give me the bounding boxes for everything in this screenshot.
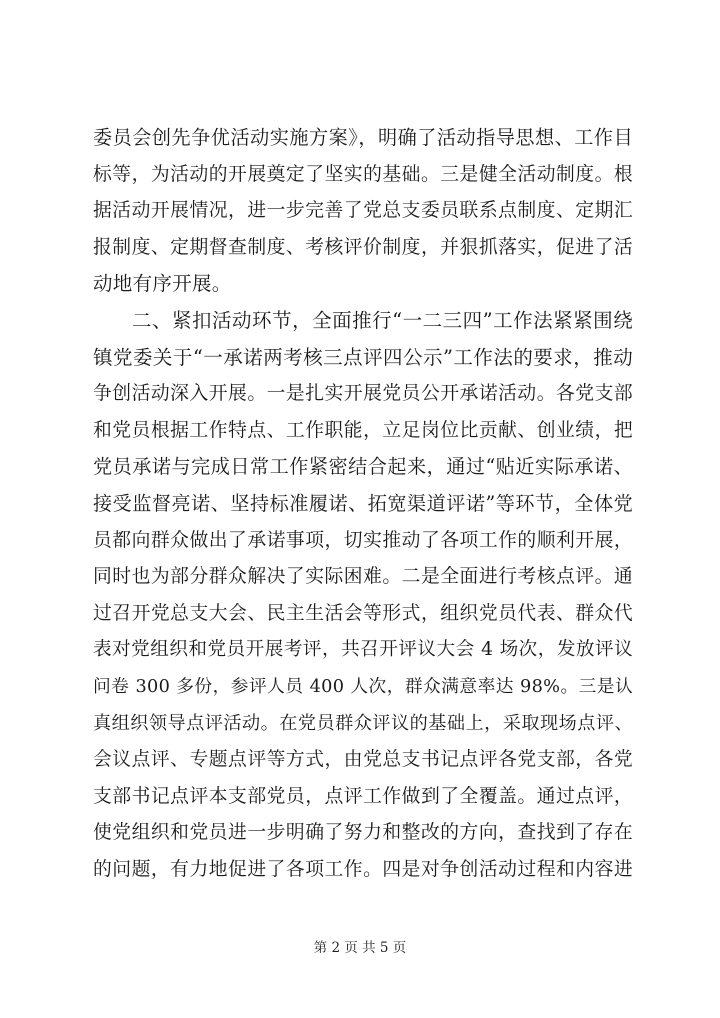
text-line: 真组织领导点评活动。在党员群众评议的基础上，采取现场点评、 [93, 712, 633, 734]
text-line: 据活动开展情况，进一步完善了党总支委员联系点制度、定期汇 [93, 200, 633, 222]
text-line: 动地有序开展。 [93, 272, 232, 296]
text-line: 党员承诺与完成日常工作紧密结合起来，通过“贴近实际承诺、 [93, 455, 633, 479]
text-line: 表对党组织和党员开展考评，共召开评议大会 4 场次，发放评议 [93, 639, 633, 661]
text-line: 支部书记点评本支部党员，点评工作做到了全覆盖。通过点评， [93, 785, 633, 807]
text-line: 标等，为活动的开展奠定了坚实的基础。三是健全活动制度。根 [93, 163, 633, 185]
page-footer: 第 2 页 共 5 页 [313, 940, 407, 956]
text-line: 过召开党总支大会、民主生活会等形式，组织党员代表、群众代 [93, 602, 633, 624]
text-line: 会议点评、专题点评等方式，由党总支书记点评各党支部，各党 [93, 749, 633, 771]
text-line: 争创活动深入开展。一是扎实开展党员公开承诺活动。各党支部 [93, 383, 633, 405]
text-line: 问卷 300 多份，参评人员 400 人次，群众满意率达 98%。三是认 [93, 676, 633, 697]
text-line: 报制度、定期督查制度、考核评价制度，并狠抓落实，促进了活 [93, 236, 633, 258]
text-line: 使党组织和党员进一步明确了努力和整改的方向，查找到了存在 [93, 822, 633, 844]
text-line: 二、紧扣活动环节，全面推行“一二三四”工作法紧紧围绕 [132, 308, 633, 332]
text-line: 接受监督亮诺、坚持标准履诺、拓宽渠道评诺”等环节，全体党 [93, 491, 633, 515]
text-line: 的问题，有力地促进了各项工作。四是对争创活动过程和内容进 [93, 858, 633, 880]
text-line: 和党员根据工作特点、工作职能，立足岗位比贡献、创业绩，把 [93, 419, 633, 441]
text-line: 员都向群众做出了承诺事项，切实推动了各项工作的顺利开展， [93, 529, 633, 551]
text-line: 镇党委关于“一承诺两考核三点评四公示”工作法的要求，推动 [93, 345, 633, 369]
text-line: 委员会创先争优活动实施方案》，明确了活动指导思想、工作目 [93, 126, 633, 149]
document-body [93, 120, 633, 888]
text-line: 同时也为部分群众解决了实际困难。二是全面进行考核点评。通 [93, 566, 633, 588]
